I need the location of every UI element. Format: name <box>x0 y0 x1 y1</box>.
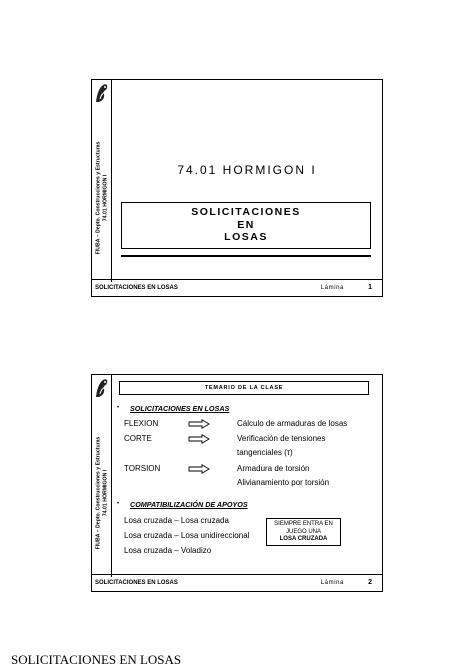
row-flexion-description: Cálculo de armaduras de losas <box>237 419 348 428</box>
row-torsion-label: TORSION <box>124 464 161 473</box>
row-corte-label: CORTE <box>124 434 152 443</box>
row-torsion-description-2: Alivianamiento por torsión <box>237 478 330 487</box>
slide-footer <box>92 279 382 296</box>
row-corte-description-2: tangenciales (τ) <box>237 448 293 457</box>
sidebar-caption-line1: FIUBA – Depto. Construcciones y Estructuras <box>95 436 102 550</box>
slide-footer <box>92 574 382 591</box>
row-flexion-label: FLEXION <box>124 419 159 428</box>
page-caption: SOLICITACIONES EN LOSAS <box>11 652 182 667</box>
footer-lamina-label: Lámina <box>320 285 344 291</box>
topic-line-2: EN <box>237 218 255 231</box>
list-item: Losa cruzada – Voladizo <box>124 546 212 555</box>
note-box <box>266 518 341 546</box>
footer-title: SOLICITACIONES EN LOSAS <box>95 580 178 586</box>
fiuba-logo-icon <box>94 82 110 104</box>
sidebar-caption-line2: 74.01 HORMIGON I <box>102 174 108 222</box>
note-line-2: JUEGO UNA <box>285 528 321 535</box>
topic-line-1: SOLICITACIONES <box>191 206 301 218</box>
section-solicitaciones-title: SOLICITACIONES EN LOSAS <box>130 404 230 413</box>
row-torsion-description: Armadura de torsión <box>237 464 310 473</box>
row-corte-description: Verificación de tensiones <box>237 434 326 443</box>
bullet-icon: • <box>117 405 120 411</box>
slide-2 <box>91 374 383 592</box>
sidebar-caption <box>96 142 109 255</box>
course-title: 74.01 HORMIGON I <box>177 163 317 177</box>
footer-lamina-label: Lámina <box>320 580 344 586</box>
outlined-right-arrow-icon <box>188 419 210 429</box>
slide-sidebar <box>92 80 112 282</box>
note-line-1: SIEMPRE ENTRA EN <box>274 521 333 527</box>
list-item: Losa cruzada – Losa unidireccional <box>124 531 250 540</box>
section-compatibilizacion-title: COMPATIBILIZACIÓN DE APOYOS <box>130 500 248 509</box>
slide-sidebar <box>92 375 112 577</box>
topic-line-3: LOSAS <box>224 231 268 243</box>
list-item: Losa cruzada – Losa cruzada <box>124 516 229 525</box>
outlined-right-arrow-icon <box>188 434 210 444</box>
divider-rule <box>121 255 371 257</box>
sidebar-caption <box>96 437 109 550</box>
outlined-right-arrow-icon <box>188 464 210 474</box>
slide-1 <box>91 79 383 297</box>
footer-slide-number: 2 <box>368 579 372 586</box>
topic-box <box>121 202 371 249</box>
footer-title: SOLICITACIONES EN LOSAS <box>95 285 178 291</box>
temario-header: TEMARIO DE LA CLASE <box>119 381 369 395</box>
sidebar-caption-line2: 74.01 HORMIGON I <box>102 469 108 517</box>
fiuba-logo-icon <box>94 377 110 399</box>
bullet-icon: • <box>117 501 120 507</box>
footer-slide-number: 1 <box>368 284 372 291</box>
note-line-3: LOSA CRUZADA <box>279 536 328 542</box>
sidebar-caption-line1: FIUBA – Depto. Construcciones y Estructuras <box>95 141 102 255</box>
